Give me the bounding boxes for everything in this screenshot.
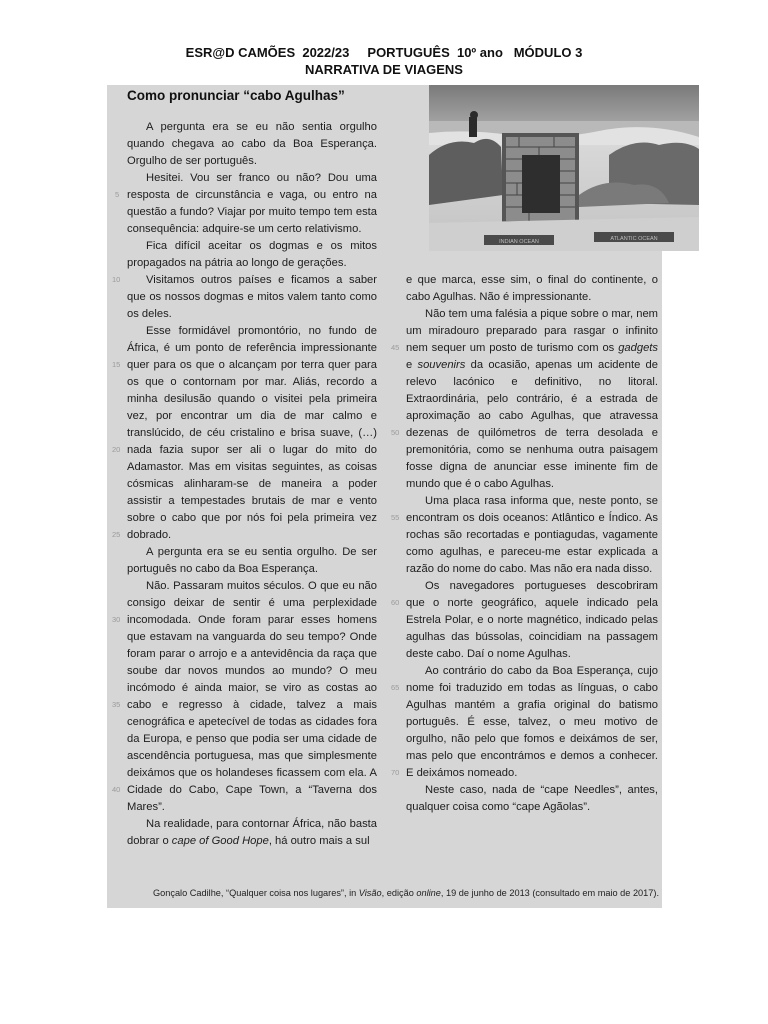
line-number: 40 (112, 785, 121, 794)
italic-text: Visão (358, 888, 382, 898)
paragraph: Visitamos outros países e ficamos a saber que os nossos dogmas e mitos valem tanto como os deles. (127, 274, 377, 320)
header-line-2: NARRATIVA DE VIAGENS (305, 62, 463, 77)
text-run: Gonçalo Cadilhe, “Qualquer coisa nos lugares”, in (152, 888, 359, 898)
line-number: 20 (112, 445, 121, 454)
left-column (127, 119, 377, 850)
paragraph: A pergunta era se eu não sentia orgulho quando chegava ao cabo da Boa Esperança. Orgulho de ser português. (127, 121, 377, 167)
paragraph (127, 816, 377, 850)
right-column (406, 272, 658, 816)
line-number: 10 (112, 275, 121, 284)
paragraph: e que marca, esse sim, o final do continente, o cabo Agulhas. Não é impressionante. (406, 274, 658, 303)
cape-agulhas-photo (429, 85, 699, 251)
article-title: Como pronunciar “cabo Agulhas” (127, 88, 345, 103)
plaque-indian-ocean-text: INDIAN OCEAN (499, 239, 539, 245)
text-run: , há outro mais a sul (268, 835, 370, 847)
line-number: 30 (112, 615, 121, 624)
line-number: 25 (112, 530, 121, 539)
text-run: e (406, 359, 418, 371)
text-run: da ocasião, apenas um acidente de relevo lacónico e definitivo, no litoral. Extraordinária, pelo contrário, é a estrada de aproximação ao cabo Agulhas, que atravessa dezenas de quilómetros de terra desolada e premonitória, como se nenhuma outra paisagem fosse digna de anunciar esse iminente fim de mundo que é o cabo Agulhas. (406, 359, 658, 490)
worksheet-header (0, 44, 768, 78)
source-citation (107, 888, 659, 898)
text-run: Não tem uma falésia a pique sobre o mar, nem um miradouro preparado para rasgar o infinito nem sequer um posto de turismo com os (406, 308, 658, 354)
line-number: 70 (391, 768, 400, 777)
paragraph: Ao contrário do cabo da Boa Esperança, cujo nome foi traduzido em todas as línguas, o cabo Agulhas mantém a grafia original do batismo português. É esse, talvez, o meu motivo de orgulho, não pelo que fomos e deixámos de ser, mas pelo que encontrámos e demos a conhecer. E deixámos nomeado. (406, 665, 658, 779)
text-run: , 19 de junho de 2013 (consultado em maio de 2017). (440, 888, 659, 898)
italic-text: souvenirs (417, 359, 466, 371)
italic-text: online (416, 888, 441, 898)
line-number: 45 (391, 343, 400, 352)
paragraph: Uma placa rasa informa que, neste ponto, se encontram os dois oceanos: Atlântico e Índico. As rochas são recortadas e pontiagudas, vagamente como agulhas, e pareceu-me estar explicada a razão do nome do cabo. Mas não era nada disso. (406, 495, 658, 575)
text-run: , edição (381, 888, 417, 898)
line-number: 55 (391, 513, 400, 522)
paragraph: A pergunta era se eu sentia orgulho. De ser português no cabo da Boa Esperança. (127, 546, 377, 575)
line-number: 35 (112, 700, 121, 709)
line-number: 65 (391, 683, 400, 692)
header-line-1: ESR@D CAMÕES 2022/23 PORTUGUÊS 10º ano MÓDULO 3 (185, 45, 583, 60)
italic-text: gadgets (618, 342, 658, 354)
italic-text: cape of Good Hope (171, 835, 269, 847)
paragraph (406, 306, 658, 493)
line-number: 15 (112, 360, 121, 369)
line-number: 60 (391, 598, 400, 607)
paragraph: Os navegadores portugueses descobriram que o norte geográfico, aquele indicado pela Estrela Polar, e o norte magnético, indicado pelas agulhas das bússolas, coincidiam na passagem deste cabo. Daí o nome Agulhas. (406, 580, 658, 660)
line-number: 50 (391, 428, 400, 437)
paragraph: Esse formidável promontório, no fundo de África, é um ponto de referência impressionante quer para os que o alcançam por terra quer para os que o contornam por mar. Aliás, recordo a minha desilusão quando o visitei pela primeira vez, por encontrar um dia de mar calmo e translúcido, de céu cristalino e brisa suave, (…) nada fazia supor ser ali o lugar do mito do Adamastor. Mas em visitas seguintes, as coisas cósmicas alinharam-se de maneira a poder assistir a tempestades brutais de mar e vento sobre o cabo que por nós foi pela primeira vez dobrado. (127, 325, 377, 541)
paragraph: Não. Passaram muitos séculos. O que eu não consigo deixar de sentir é uma perplexidade incomodada. Onde foram parar esses homens que estavam na vanguarda do seu tempo? Onde foram parar o arrojo e a antevidência da raça que soube dar novos mundos ao mundo? O meu incómodo é ainda maior, se viro as costas ao cabo e regresso à cidade, talvez a mais cenográfica e apetecível de todas as cidades fora da Europa, e penso que podia ser uma cidade de ascendência portuguesa, mas que simplesmente deixámos que os holandeses ficassem com ela. A Cidade do Cabo, Cape Town, a “Taverna dos Mares”. (127, 580, 377, 813)
line-number: 5 (115, 190, 120, 199)
paragraph: Hesitei. Vou ser franco ou não? Dou uma resposta de circunstância e vaga, ou entro na questão a fundo? Viajar por muito tempo tem esta consequência: adquire-se um certo relativismo. (127, 172, 377, 235)
plaque-atlantic-ocean-text: ATLANTIC OCEAN (610, 236, 658, 242)
paragraph: Neste caso, nada de “cape Needles”, antes, qualquer coisa como “cape Agãolas”. (406, 784, 658, 813)
text-run: Na realidade, para contornar África, não basta dobrar o (127, 818, 377, 847)
paragraph: Fica difícil aceitar os dogmas e os mitos propagados na pátria ao longo de gerações. (127, 240, 377, 269)
